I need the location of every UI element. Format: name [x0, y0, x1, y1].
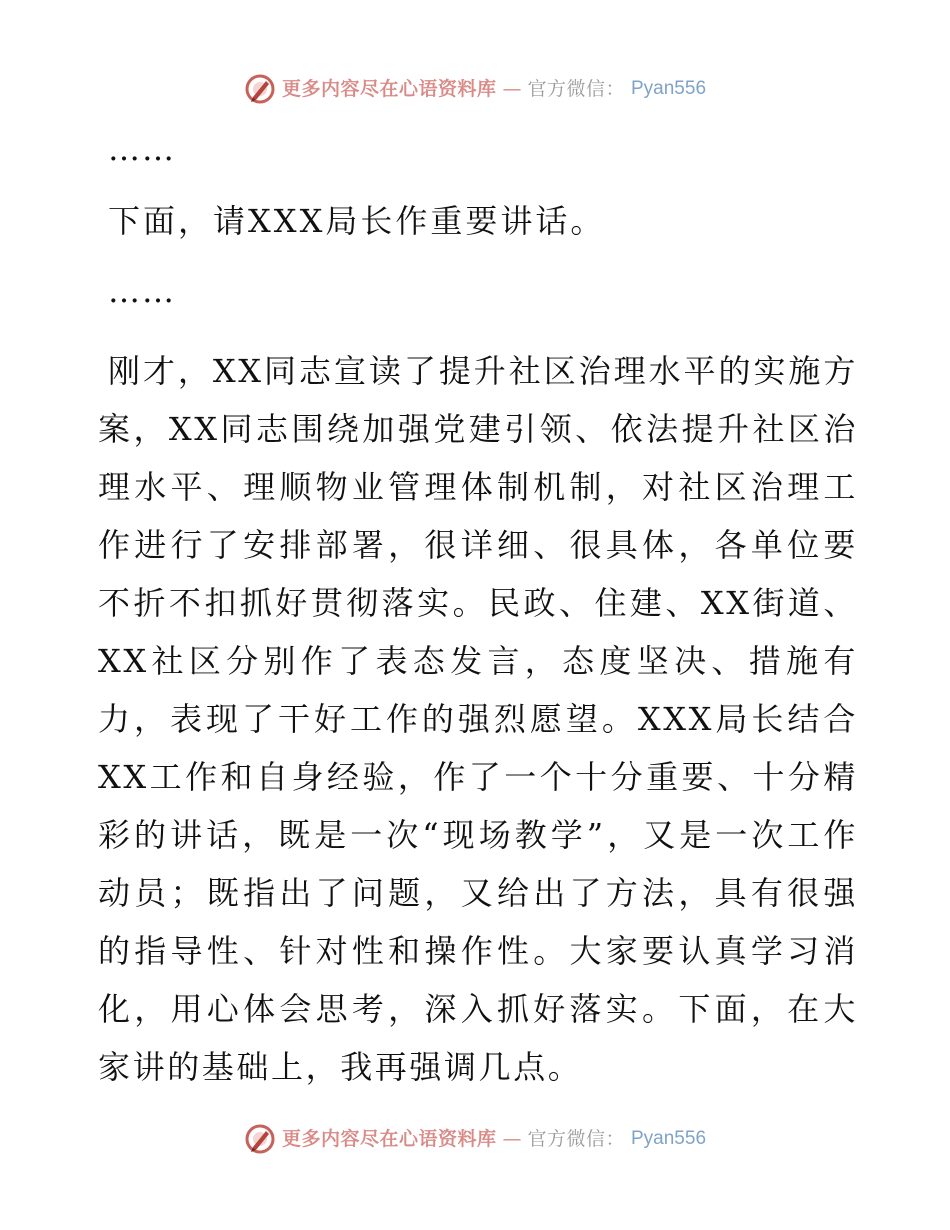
speech-invitation-line: 下面，请XXX局长作重要讲话。 — [108, 202, 606, 240]
summary-paragraph: 刚才，XX同志宣读了提升社区治理水平的实施方案，XX同志围绕加强党建引领、依法提升社区治理水平、理顺物业管理体制机制，对社区治理工作进行了安排部署，很详细、很具体，各单位要不折不扣抓好贯彻落实。民政、住建、XX街道、XX社区分别作了表态发言，态度坚决、措施有力，表现了干好工作的强烈愿望。XXX局长结合XX工作和自身经验，作了一个十分重要、十分精彩的讲话，既是一次“现场教学”，又是一次工作动员；既指出了问题，又给出了方法，具有很强的指导性、针对性和操作性。大家要认真学习消化，用心体会思考，深入抓好落实。下面，在大家讲的基础上，我再强调几点。 — [98, 352, 858, 1086]
pen-logo-icon — [244, 73, 276, 105]
document-body — [98, 125, 858, 1096]
watermark-separator: — — [502, 1128, 522, 1150]
watermark-label: 官方微信： — [527, 1128, 625, 1150]
ellipsis-line: …… — [108, 272, 176, 310]
ellipsis-line: …… — [108, 130, 176, 168]
watermark-main-text: 更多内容尽在心语资料库 — [281, 78, 497, 100]
watermark-header — [0, 72, 950, 106]
watermark-wechat-id: Pyan556 — [631, 78, 707, 99]
watermark-separator: — — [502, 78, 522, 100]
watermark-main-text: 更多内容尽在心语资料库 — [281, 1128, 497, 1150]
watermark-wechat-id: Pyan556 — [631, 1128, 707, 1149]
watermark-footer — [0, 1122, 950, 1156]
watermark-label: 官方微信： — [527, 78, 625, 100]
pen-logo-icon — [244, 1123, 276, 1155]
